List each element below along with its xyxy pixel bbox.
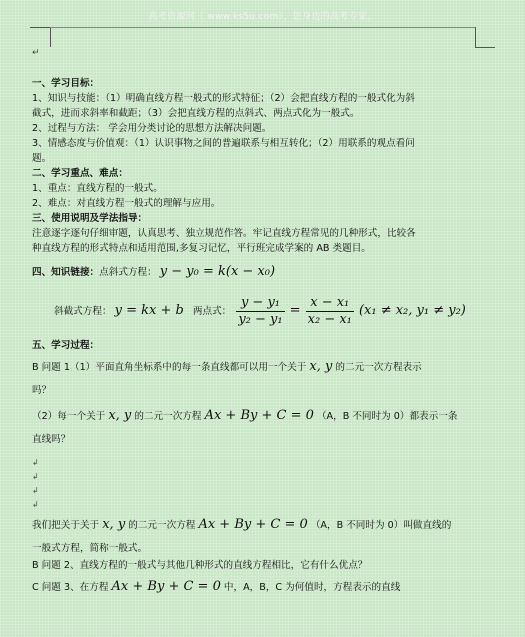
equals-sign: = xyxy=(289,303,301,318)
fraction-x-numerator: x − x₁ xyxy=(306,295,354,312)
slope-intercept-equation: y = kx + b xyxy=(114,303,184,318)
page-header-text: 高考资源网（ www.ks5u.com），您身边的高考专家。 xyxy=(148,12,377,22)
header-rule-main xyxy=(50,27,475,28)
empty-paragraph-3: ↲ xyxy=(32,486,39,495)
document-body[interactable] xyxy=(32,62,500,595)
empty-paragraph-2: ↲ xyxy=(32,472,39,481)
section-2-heading: 二、学习重点、难点： xyxy=(32,168,128,179)
q1p2-text-c: 的二元一次方程 xyxy=(134,411,202,422)
empty-paragraph-4: ↲ xyxy=(32,500,39,509)
empty-paragraph-1: ↲ xyxy=(32,458,39,467)
section-4-heading: 四、知识链接： xyxy=(32,267,100,278)
question-3-line1 xyxy=(32,579,500,595)
question-2: B 问题 2、直线方程的一般式与其他几种形式的直线方程相比，它有什么优点？ xyxy=(32,560,368,571)
slope-intercept-label: 斜截式方程： xyxy=(54,306,112,317)
goal-knowledge-line2: 截式，进而求斜率和截距；（3）会把直线方程的点斜式、两点式化为一般式。 xyxy=(32,108,360,119)
guidance-line1: 注意逐字逐句仔细审题，认真思考、独立规范作答。牢记直线方程常见的几种形式，比较各 xyxy=(32,228,416,239)
difficult-point: 2、难点：对直线方程一般式的理解与应用。 xyxy=(32,198,221,209)
header-rule-left-h xyxy=(30,27,50,28)
q3-text-c: 中，A，B，C 为何值时，方程表示的直线 xyxy=(223,582,401,593)
question-1-line2: 吗？ xyxy=(32,385,52,396)
fraction-y-numerator: y − y₁ xyxy=(236,295,284,312)
section-5-heading: 五、学习过程： xyxy=(32,340,100,351)
q1p2-equation: Ax + By + C = 0 xyxy=(204,408,314,423)
definition-line1 xyxy=(32,517,500,533)
q1p2-text-a: （2）每一个关于 xyxy=(32,411,106,422)
q1-vars: x, y xyxy=(309,359,333,374)
def-text-a: 我们把关于关于 xyxy=(32,520,100,531)
header-rule-right-h xyxy=(475,47,495,48)
two-point-condition: (x₁ ≠ x₂, y₁ ≠ y₂) xyxy=(358,303,466,318)
def-text-c: 的二元一次方程 xyxy=(128,520,196,531)
q3-text-a: C 问题 3、在方程 xyxy=(32,582,109,593)
question-1-part2-line1 xyxy=(32,408,500,424)
point-slope-label: 点斜式方程： xyxy=(99,267,157,278)
question-1-part2-line2: 直线吗？ xyxy=(32,434,71,445)
q1p2-vars: x, y xyxy=(108,408,132,423)
formula-line xyxy=(32,294,500,328)
q1p2-text-e: （A，B 不同时为 0）都表示一条 xyxy=(316,411,458,422)
q3-equation: Ax + By + C = 0 xyxy=(111,579,221,594)
q1-text-c: 的二元一次方程表示 xyxy=(335,362,422,373)
goal-process: 2、过程与方法： 学会用分类讨论的思想方法解决问题。 xyxy=(32,123,272,134)
header-rule-left-v xyxy=(50,27,51,47)
point-slope-equation: y − y₀ = k(x − x₀) xyxy=(159,264,276,279)
two-point-label: 两点式： xyxy=(192,306,232,317)
goal-knowledge-line1: 1、知识与技能：（1）明确直线方程一般式的形式特征；（2）会把直线方程的一般式化为斜 xyxy=(32,93,415,104)
key-point: 1、重点：直线方程的一般式。 xyxy=(32,183,163,194)
goal-attitude-line1: 3、情感态度与价值观：（1）认识事物之间的普遍联系与相互转化；（2）用联系的观点看问 xyxy=(32,138,415,149)
section-3-heading: 三、使用说明及学法指导： xyxy=(32,213,148,224)
section-4-line xyxy=(32,264,500,280)
q1-text-a: B 问题 1（1）平面直角坐标系中的每一条直线都可以用一个关于 xyxy=(32,362,307,373)
question-1-line1 xyxy=(32,359,500,375)
two-point-fraction-y xyxy=(236,295,284,328)
fraction-y-denominator: y₂ − y₁ xyxy=(238,311,283,327)
header-rule-right-v xyxy=(475,27,476,47)
def-text-e: （A，B 不同时为 0）叫做直线的 xyxy=(310,520,452,531)
fraction-x-denominator: x₂ − x₁ xyxy=(307,311,352,327)
def-vars: x, y xyxy=(102,517,126,532)
section-1-heading: 一、学习目标： xyxy=(32,78,100,89)
def-equation: Ax + By + C = 0 xyxy=(198,517,308,532)
cursor-mark: ↵ xyxy=(32,48,40,58)
definition-line2: 一般式方程，简称一般式。 xyxy=(32,543,148,554)
goal-attitude-line2: 题。 xyxy=(32,153,52,164)
guidance-line2: 种直线方程的形式特点和适用范围,多复习记忆，平行班完成学案的 AB 类题目。 xyxy=(32,243,371,254)
two-point-fraction-x xyxy=(306,295,354,328)
